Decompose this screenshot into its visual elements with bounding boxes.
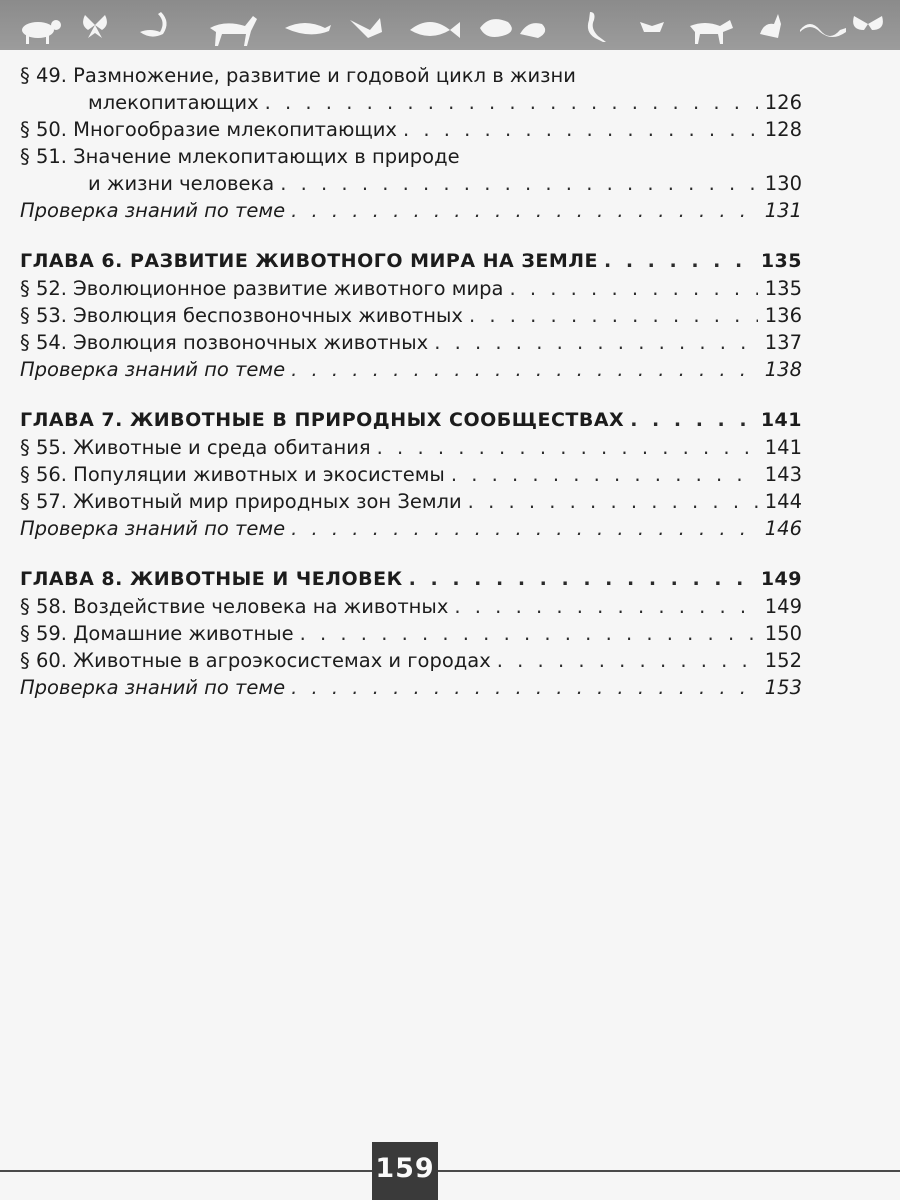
leader-dots	[497, 647, 758, 674]
leader-dots	[291, 356, 758, 383]
leader-dots	[280, 170, 758, 197]
toc-entry-label: § 59. Домашние животные	[20, 622, 294, 645]
heron-icon	[588, 12, 606, 42]
toc-page-number: 146	[764, 517, 802, 540]
toc-entry-49-line1	[20, 62, 802, 89]
toc-entry-label: § 49. Размножение, развитие и годовой цикл в жизни	[20, 64, 576, 87]
toc-entry-52[interactable]	[20, 275, 802, 302]
page-number-badge: 159	[372, 1142, 438, 1200]
toc-entry-label: § 52. Эволюционное развитие животного мира	[20, 277, 504, 300]
toc-check-7[interactable]	[20, 515, 802, 542]
toc-entry-label: Проверка знаний по теме	[20, 199, 286, 222]
toc-page-number: 135	[760, 250, 802, 272]
header-animal-band	[0, 0, 900, 50]
toc-page-number: 153	[764, 676, 802, 699]
toc-page-number: 138	[764, 358, 802, 381]
leader-dots	[604, 248, 755, 275]
leader-dots	[468, 488, 758, 515]
toc-entry-56[interactable]	[20, 461, 802, 488]
toc-page-number: 137	[764, 331, 802, 354]
toc-chapter-7[interactable]	[20, 407, 802, 434]
toc-page-number: 131	[764, 199, 802, 222]
toc-entry-label: § 54. Эволюция позвоночных животных	[20, 331, 429, 354]
toc-entry-60[interactable]	[20, 647, 802, 674]
fish-icon	[410, 22, 460, 38]
toc-page-number: 141	[764, 436, 802, 459]
toc-page-number: 149	[760, 568, 802, 590]
chapter-title: ГЛАВА 6. РАЗВИТИЕ ЖИВОТНОГО МИРА НА ЗЕМЛЕ	[20, 250, 599, 272]
table-of-contents	[20, 62, 802, 701]
snake-icon	[800, 24, 846, 37]
toc-entry-label: § 58. Воздействие человека на животных	[20, 595, 449, 618]
scorpion-icon	[140, 12, 167, 37]
toc-entry-label: § 50. Многообразие млекопитающих	[20, 118, 397, 141]
leader-dots	[300, 620, 758, 647]
toc-page-number: 135	[764, 277, 802, 300]
leader-dots	[454, 593, 758, 620]
toc-entry-50[interactable]	[20, 116, 802, 143]
chapter-title: ГЛАВА 7. ЖИВОТНЫЕ В ПРИРОДНЫХ СООБЩЕСТВАХ	[20, 409, 625, 431]
toc-entry-label: Проверка знаний по теме	[20, 676, 286, 699]
toc-page-number: 130	[764, 172, 802, 195]
footer-rule	[0, 1170, 900, 1172]
leader-dots	[403, 116, 758, 143]
cow-icon	[22, 20, 61, 44]
toc-entry-53[interactable]	[20, 302, 802, 329]
toc-entry-59[interactable]	[20, 620, 802, 647]
leader-dots	[377, 434, 758, 461]
toc-page-number: 149	[764, 595, 802, 618]
insect-icon	[640, 22, 664, 32]
toc-entry-51[interactable]	[20, 170, 802, 197]
leader-dots	[265, 89, 758, 116]
toc-entry-label: Проверка знаний по теме	[20, 358, 286, 381]
leader-dots	[630, 407, 755, 434]
toc-entry-label: Проверка знаний по теме	[20, 517, 286, 540]
toc-chapter-8[interactable]	[20, 566, 802, 593]
chapter-title: ГЛАВА 8. ЖИВОТНЫЕ И ЧЕЛОВЕК	[20, 568, 403, 590]
toc-page-number: 152	[764, 649, 802, 672]
toc-entry-label: § 51. Значение млекопитающих в природе	[20, 145, 460, 168]
toc-chapter-6[interactable]	[20, 248, 802, 275]
frog-icon	[520, 23, 545, 38]
leader-dots	[291, 515, 758, 542]
dog-icon	[690, 20, 733, 44]
toc-entry-58[interactable]	[20, 593, 802, 620]
toc-entry-55[interactable]	[20, 434, 802, 461]
leader-dots	[509, 275, 758, 302]
toc-entry-label: § 60. Животные в агроэкосистемах и городах	[20, 649, 491, 672]
toc-entry-label: млекопитающих	[88, 91, 259, 114]
toc-page-number: 150	[764, 622, 802, 645]
bird-icon	[350, 18, 382, 38]
toc-entry-57[interactable]	[20, 488, 802, 515]
toc-entry-label: § 57. Животный мир природных зон Земли	[20, 490, 462, 513]
toc-entry-51-line1	[20, 143, 802, 170]
leader-dots	[451, 461, 758, 488]
toc-page-number: 126	[764, 91, 802, 114]
toc-entry-49[interactable]	[20, 89, 802, 116]
lizard-icon	[285, 23, 331, 34]
toc-entry-label: § 53. Эволюция беспозвоночных животных	[20, 304, 463, 327]
toc-page-number: 141	[760, 409, 802, 431]
beetle-icon	[480, 19, 512, 37]
toc-page-number: 128	[764, 118, 802, 141]
toc-page-number: 144	[764, 490, 802, 513]
animal-silhouettes	[0, 0, 900, 50]
toc-entry-label: § 56. Популяции животных и экосистемы	[20, 463, 445, 486]
butterfly-icon	[83, 15, 107, 38]
toc-entry-label: § 55. Животные и среда обитания	[20, 436, 371, 459]
toc-page-number: 143	[764, 463, 802, 486]
toc-check-6[interactable]	[20, 356, 802, 383]
moth-icon	[853, 16, 883, 30]
leader-dots	[409, 566, 755, 593]
toc-page-number: 136	[764, 304, 802, 327]
leader-dots	[469, 302, 758, 329]
cat-icon	[760, 14, 781, 38]
horse-icon	[210, 16, 257, 46]
toc-check-5[interactable]	[20, 197, 802, 224]
leader-dots	[434, 329, 758, 356]
leader-dots	[291, 197, 758, 224]
toc-check-8[interactable]	[20, 674, 802, 701]
toc-entry-54[interactable]	[20, 329, 802, 356]
toc-entry-label: и жизни человека	[88, 172, 275, 195]
leader-dots	[291, 674, 758, 701]
